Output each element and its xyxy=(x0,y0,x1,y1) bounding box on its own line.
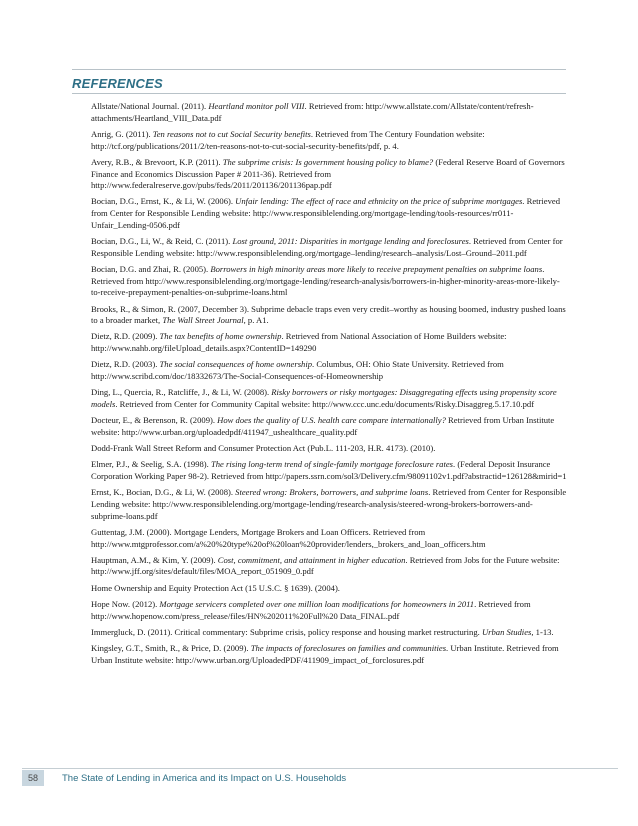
reference-entry: Docteur, E., & Berenson, R. (2009). How does the quality of U.S. health care compare internationally? Retrieved from Urban Institute website: http://www.urban.org/uploadedpdf/411947_ushealthcare_quality.pdf xyxy=(91,415,555,437)
reference-entry: Dietz, R.D. (2003). The social consequences of home ownership. Columbus, OH: Ohio State University. Retrieved from http://www.scribd.com/doc/18332673/The-Social-Consequences-of-Homeownership xyxy=(91,359,504,382)
top-divider xyxy=(72,69,566,70)
section-heading: REFERENCES xyxy=(72,76,163,91)
reference-entry: Dietz, R.D. (2009). The tax benefits of home ownership. Retrieved from National Association of Home Builders website: http://www.nahb.org/fileUpload_details.aspx?ContentID=149290 xyxy=(91,331,507,354)
reference-entry: Ernst, K., Bocian, D.G., & Li, W. (2008). Steered wrong: Brokers, borrowers, and subprime loans. Retrieved from Center for Responsible Lending website: http://www.responsiblelending.org/mortgage-lending/research-analysis/steered-wrong-brokers-borrowers-and-subprime-loans.pdf xyxy=(91,487,567,521)
footer-divider xyxy=(22,768,618,769)
reference-entry: Ding, L., Quercia, R., Ratcliffe, J., & Li, W. (2008). Risky borrowers or risky mortgages: Disaggregating effects using propensity score models. Retrieved from Center for Community Capital website: http://www.ccc.unc.edu/documents/Risky.Disaggreg.5.17.10.pdf xyxy=(91,387,557,409)
reference-entry: Hope Now. (2012). Mortgage servicers completed over one million loan modifications for homeowners in 2011. Retrieved from http://www.hopenow.com/press_release/files/HN%202011%20Full%20 Data_FINAL.pdf xyxy=(91,598,531,621)
page-number: 58 xyxy=(22,770,44,786)
reference-entry: Allstate/National Journal. (2011). Heartland monitor poll VIII. Retrieved from: http://www.allstate.com/Allstate/content/refresh-attachments/Heartland_VIII_Data.pdf xyxy=(91,101,534,123)
reference-entry: Immergluck, D. (2011). Critical commentary: Subprime crisis, policy response and housing market restructuring. Urban Studies, 1-13. xyxy=(91,626,554,637)
reference-entry: Anrig, G. (2011). Ten reasons not to cut Social Security benefits. Retrieved from The Century Foundation website: http://tcf.org/publications/2011/2/ten-reasons-not-to-cut-social-security-benefits/pdf, p. 4. xyxy=(91,128,485,151)
heading-divider xyxy=(72,93,566,94)
reference-entry: Elmer, P.J., & Seelig, S.A. (1998). The rising long-term trend of single-family mortgage foreclosure rates. (Federal Deposit Insurance Corporation Working Paper 98-2). Retrieved from http://papers.ssrn.com/sol3/Delivery.cfm/98091102v1.pdf?abstractid=126128&mirid=1 xyxy=(91,459,567,481)
footer-title: The State of Lending in America and its Impact on U.S. Households xyxy=(62,773,347,784)
reference-entry: Bocian, D.G., Li, W., & Reid, C. (2011). Lost ground, 2011: Disparities in mortgage lending and foreclosures. Retrieved from Center for Responsible Lending website: http://www.responsiblelending.org/mortgage–lending/research–analysis/Lost–Ground–2011.pdf xyxy=(91,236,563,258)
reference-list xyxy=(91,101,567,671)
reference-entry: Home Ownership and Equity Protection Act (15 U.S.C. § 1639). (2004). xyxy=(91,582,340,593)
reference-entry: Hauptman, A.M., & Kim, Y. (2009). Cost, commitment, and attainment in higher education. Retrieved from Jobs for the Future website: http://www.jff.org/sites/default/files/MOA_report_051909_0.pdf xyxy=(91,554,560,577)
reference-entry: Avery, R.B., & Brevoort, K.P. (2011). The subprime crisis: Is government housing policy to blame? (Federal Reserve Board of Governors Finance and Economics Discussion Paper # 2011-36). Retrieved from http://www.federalreserve.gov/pubs/feds/2011/201136/201136pap.pdf xyxy=(91,156,565,191)
reference-entry: Bocian, D.G. and Zhai, R. (2005). Borrowers in high minority areas more likely to receive prepayment penalties on subprime loans. Retrieved from http://www.responsiblelending.org/mortgage-lending/research-analysis/borrowers-in-higher-minority-areas-more-likely-to-receive-prepayment-penalties-on-subprime-loans.html xyxy=(91,263,560,298)
reference-entry: Brooks, R., & Simon, R. (2007, December 3). Subprime debacle traps even very credit–worthy as housing boomed, industry pushed loans to a broader market, The Wall Street Journal, p. A1. xyxy=(91,303,566,326)
reference-entry: Guttentag, J.M. (2000). Mortgage Lenders, Mortgage Brokers and Loan Officers. Retrieved from http://www.mtgprofessor.com/a%20%20type%20of%20loan%20provider/lenders,_brokers_and_loan_officers.htm xyxy=(91,526,486,549)
reference-entry: Bocian, D.G., Ernst, K., & Li, W. (2006). Unfair lending: The effect of race and ethnicity on the price of subprime mortgages. Retrieved from Center for Responsible Lending website: http://www.responsiblelending.org/mortgage-lending/tools-resources/rr011-Unfair_Lending-0506.pdf xyxy=(91,196,560,230)
reference-entry: Kingsley, G.T., Smith, R., & Price, D. (2009). The impacts of foreclosures on families and communities. Urban Institute. Retrieved from Urban Institute website: http://www.urban.org/UploadedPDF/411909_impact_of_forclosures.pdf xyxy=(91,642,559,665)
reference-entry: Dodd-Frank Wall Street Reform and Consumer Protection Act (Pub.L. 111-203, H.R. 4173). (2010). xyxy=(91,443,436,454)
